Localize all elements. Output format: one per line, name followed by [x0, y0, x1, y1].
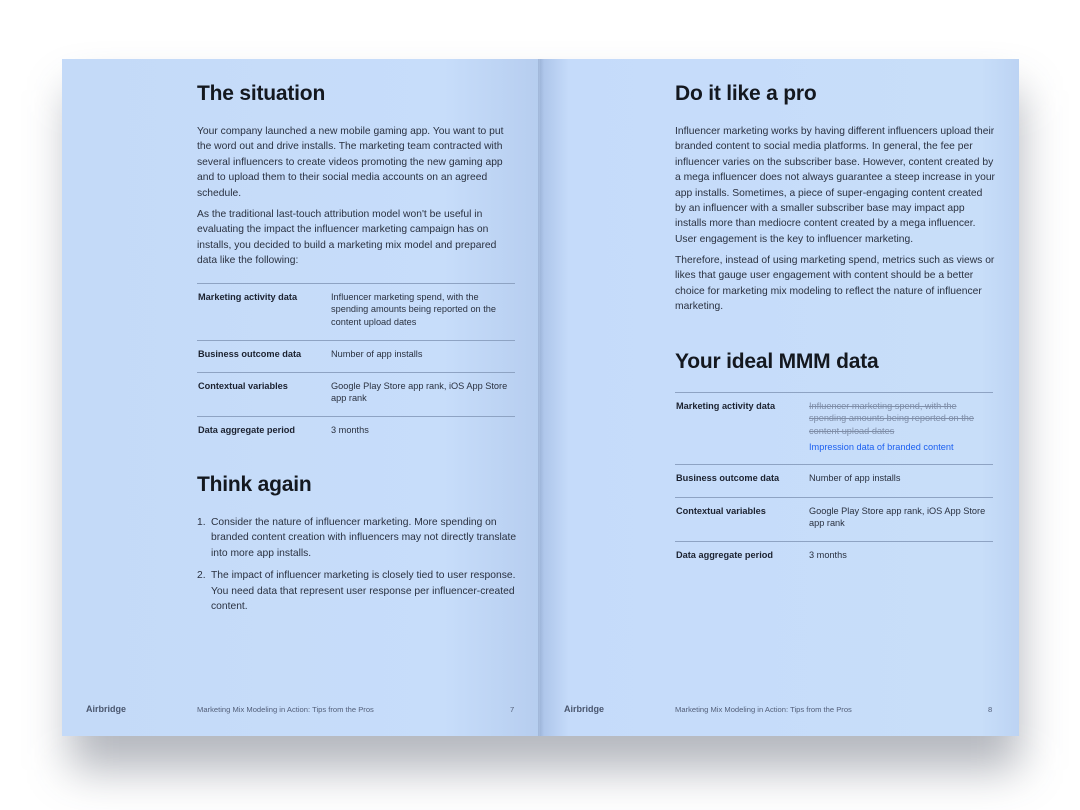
highlight-value: Impression data of branded content: [809, 441, 954, 452]
right-page: [540, 59, 1019, 736]
footer-page-number: 8: [988, 705, 993, 714]
pro-paragraph-1: Influencer marketing works by having different influencers upload their branded content to social media platforms. In general, the fee per influencer varies on the subscriber base. However, content created by a mega influencer does not always guarantee a steep increase in your app installs. Sometimes, a piece of super-engaging content created by an influencer with a smaller subscriber base may impact app installs more than mediocre content created by a mega influencer. User engagement is the key to influencer marketing.: [675, 126, 995, 245]
heading-think-again: Think again: [197, 473, 312, 496]
heading-do-it-like-a-pro: Do it like a pro: [675, 82, 817, 105]
table-key: Marketing activity data: [198, 292, 298, 302]
footer-title: Marketing Mix Modeling in Action: Tips from the Pros: [675, 705, 852, 714]
situation-paragraph-1: Your company launched a new mobile gaming app. You want to put the word out and drive installs. The marketing team contracted with several influencers to create videos promoting the new gaming app and to upload them to their social media accounts on an agreed schedule.: [197, 126, 504, 199]
book-spine: [538, 59, 544, 736]
table-key: Data aggregate period: [676, 550, 774, 560]
table-key: Contextual variables: [676, 506, 766, 516]
table-key: Data aggregate period: [198, 425, 296, 435]
situation-paragraph-2: As the traditional last-touch attribution model won't be useful in evaluating the impact the influencer marketing campaign has on installs, you decided to build a marketing mix model and prepared data like the following:: [197, 209, 497, 267]
list-text: The impact of influencer marketing is closely tied to user response. You need data that represent user response per influencer-created content.: [211, 570, 516, 613]
list-item: [197, 515, 517, 561]
list-number: 1.: [197, 517, 206, 528]
table-row: [675, 464, 993, 497]
table-value: 3 months: [331, 425, 369, 435]
left-page: [62, 59, 540, 736]
list-item: [197, 568, 517, 614]
table-row: [197, 372, 515, 416]
table-row: [675, 541, 993, 568]
list-text: Consider the nature of influencer marketing. More spending on branded content creation with influencers may not directly translate into more app installs.: [211, 517, 517, 559]
table-value: 3 months: [809, 550, 847, 560]
table-row: [197, 340, 515, 372]
heading-the-situation: The situation: [197, 82, 326, 105]
table-value: [809, 393, 993, 464]
pro-paragraph-2: Therefore, instead of using marketing spend, metrics such as views or likes that gauge user engagement with content should be a better choice for marketing mix modeling to reflect the nature of influencer marketing.: [675, 255, 995, 313]
footer-brand-logo: Airbridge: [86, 704, 127, 714]
table-key: Business outcome data: [676, 473, 780, 483]
table-row: [675, 497, 993, 541]
struck-value: Influencer marketing spend, with the spending amounts being reported on the content upload dates: [809, 401, 974, 436]
footer-page-number: 7: [510, 705, 515, 714]
table-key: Marketing activity data: [676, 401, 776, 411]
table-value: Number of app installs: [809, 473, 901, 483]
table-value: Google Play Store app rank, iOS App Store app rank: [331, 381, 508, 404]
table-key: Business outcome data: [198, 349, 302, 359]
open-book: [62, 59, 1019, 736]
list-number: 2.: [197, 570, 206, 582]
table-value: Number of app installs: [331, 349, 423, 359]
heading-ideal-mmm-data: Your ideal MMM data: [675, 350, 879, 373]
table-row: [675, 392, 993, 464]
table-key: Contextual variables: [198, 381, 288, 391]
table-value: Google Play Store app rank, iOS App Store app rank: [809, 506, 986, 529]
table-value: Influencer marketing spend, with the spending amounts being reported on the content upload dates: [331, 292, 496, 327]
table-row: [197, 283, 515, 340]
footer-title: Marketing Mix Modeling in Action: Tips from the Pros: [197, 705, 374, 714]
table-row: [197, 416, 515, 443]
think-again-list: [197, 515, 517, 621]
footer-brand-logo: Airbridge: [564, 704, 605, 714]
